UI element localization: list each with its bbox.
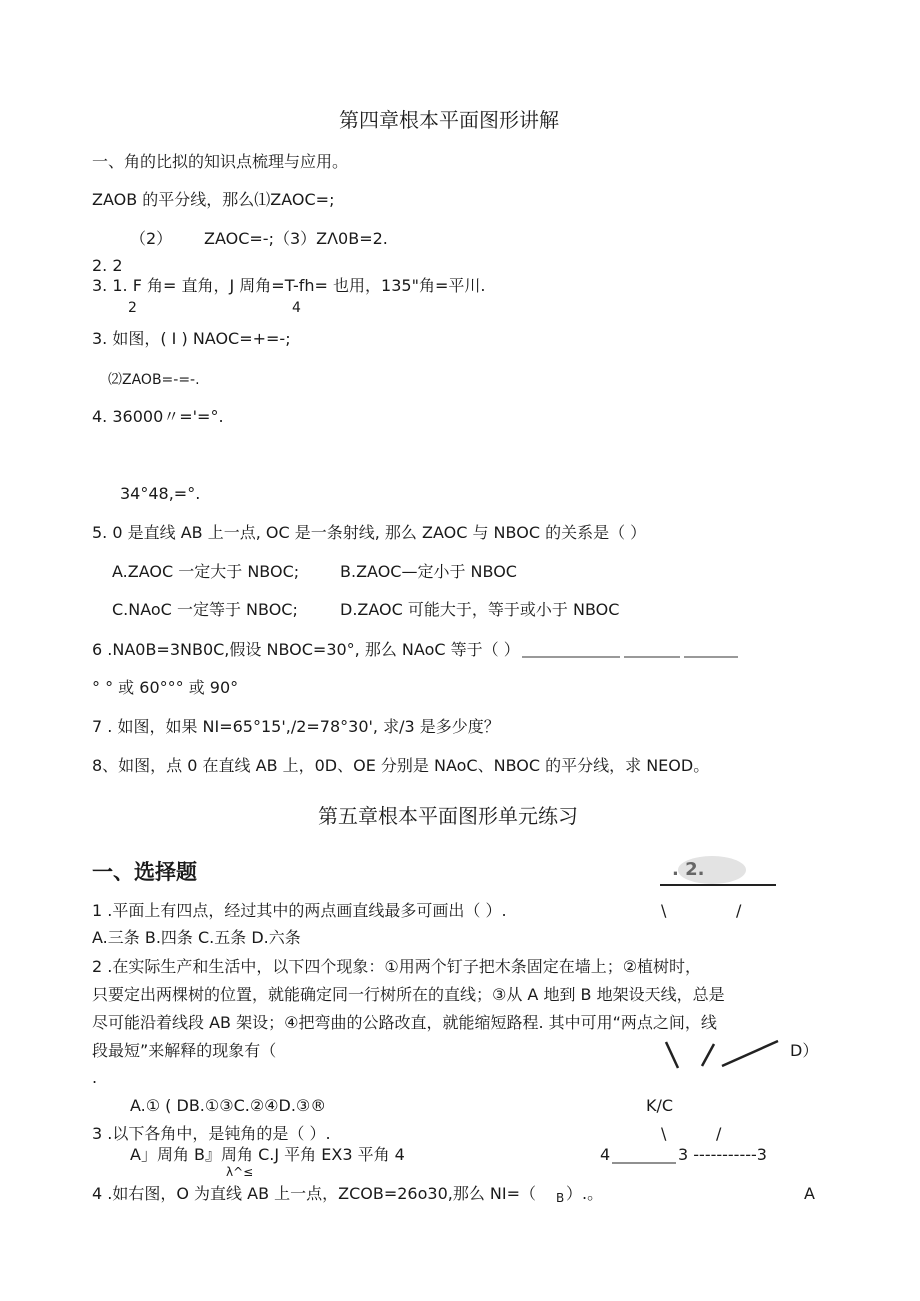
- text-line: 只要定出两棵树的位置，就能确定同一行树所在的直线；③从 A 地到 B 地架设天线，总是: [92, 985, 725, 1004]
- section-heading: 一、选择题: [92, 860, 197, 884]
- text-line: 3. 如图，( I ) NAOC=+=-;: [92, 329, 291, 348]
- question: 4 .如右图，O 为直线 AB 上一点，ZCOB=26o30,那么 NI=（: [92, 1184, 537, 1203]
- section-heading: 一、角的比拟的知识点梳理与应用。: [92, 152, 349, 171]
- option: D.ZAOC 可能大于，等于或小于 NBOC: [340, 600, 620, 619]
- fraction-denominator: 2: [128, 300, 137, 316]
- text-line: .: [92, 1068, 98, 1087]
- option: A.① ( DB.①③C.②④D.③®: [130, 1096, 327, 1115]
- text-line: ⑵ZAOB=-=-.: [108, 372, 200, 388]
- figure-label: D）: [790, 1041, 819, 1060]
- option: A.三条 B.四条 C.五条 D.六条: [92, 928, 301, 947]
- text-line: 尽可能沿着线段 AB 架设；④把弯曲的公路改直，就能缩短路程. 其中可用“两点之间，线: [92, 1013, 717, 1032]
- angle-figure: [662, 1038, 802, 1078]
- option: A.ZAOC 一定大于 NBOC;: [112, 562, 300, 581]
- text-line: 4. 36000〃='=°.: [92, 407, 224, 426]
- text-line: 3. 1. F 角= 直角，J 周角=T-fh= 也用，135"角=平川.: [92, 276, 486, 295]
- figure-label: 3 -----------3: [678, 1145, 767, 1164]
- figure-label: . 2.: [672, 859, 705, 880]
- text-line: ZAOB 的平分线，那么⑴ZAOC=;: [92, 190, 335, 209]
- fraction-denominator: 4: [292, 300, 301, 316]
- text-line: B: [556, 1191, 565, 1205]
- question: 1 .平面上有四点，经过其中的两点画直线最多可画出（ ）.: [92, 901, 507, 920]
- option: B.ZAOC—定小于 NBOC: [340, 562, 517, 581]
- question: 5. 0 是直线 AB 上一点, OC 是一条射线, 那么 ZAOC 与 NBOC 的关系是（ ）: [92, 523, 647, 542]
- text-line: 34°48,=°.: [120, 484, 201, 503]
- question: 6 .NA0B=3NB0C,假设 NBOC=30°, 那么 NAoC 等于（ ）: [92, 640, 520, 659]
- question: 2 .在实际生产和生活中，以下四个现象：①用两个钉子把木条固定在墙上；②植树时，: [92, 957, 702, 976]
- text-line: ）.。: [566, 1184, 604, 1203]
- answer-blank-lines: [520, 642, 750, 662]
- figure-label: K/C: [646, 1096, 674, 1115]
- option: C.NAoC 一定等于 NBOC;: [112, 600, 298, 619]
- question: 8、如图，点 0 在直线 AB 上，0D、OE 分别是 NAoC、NBOC 的平分线，求 NEOD。: [92, 756, 710, 775]
- question: 3 .以下各角中，是钝角的是（ ）.: [92, 1124, 331, 1143]
- text-line: ° ° 或 60°°° 或 90°: [92, 678, 239, 697]
- figure-label: /: [736, 901, 742, 920]
- text-line: 段最短”来解释的现象有（: [92, 1041, 277, 1060]
- figure-label: \: [661, 901, 667, 920]
- chapter5-title: 第五章根本平面图形单元练习: [318, 804, 578, 828]
- figure-label: 4: [600, 1145, 611, 1164]
- figure-label: A: [804, 1184, 815, 1203]
- figure-label: /: [716, 1124, 722, 1143]
- chapter4-title: 第四章根本平面图形讲解: [339, 108, 559, 132]
- text-line: 2. 2: [92, 256, 123, 275]
- text-line: λ^≤: [226, 1165, 254, 1179]
- figure-label: \: [661, 1124, 667, 1143]
- question: 7 . 如图，如果 NI=65°15',/2=78°30', 求/3 是多少度？: [92, 717, 500, 736]
- figure-line: [610, 1146, 680, 1166]
- text-line: ZAOC=-;（3）ZΛ0B=2.: [204, 229, 388, 248]
- text-line: （2）: [130, 229, 173, 248]
- option: A」周角 B』周角 C.J 平角 EX3 平角 4: [130, 1145, 405, 1164]
